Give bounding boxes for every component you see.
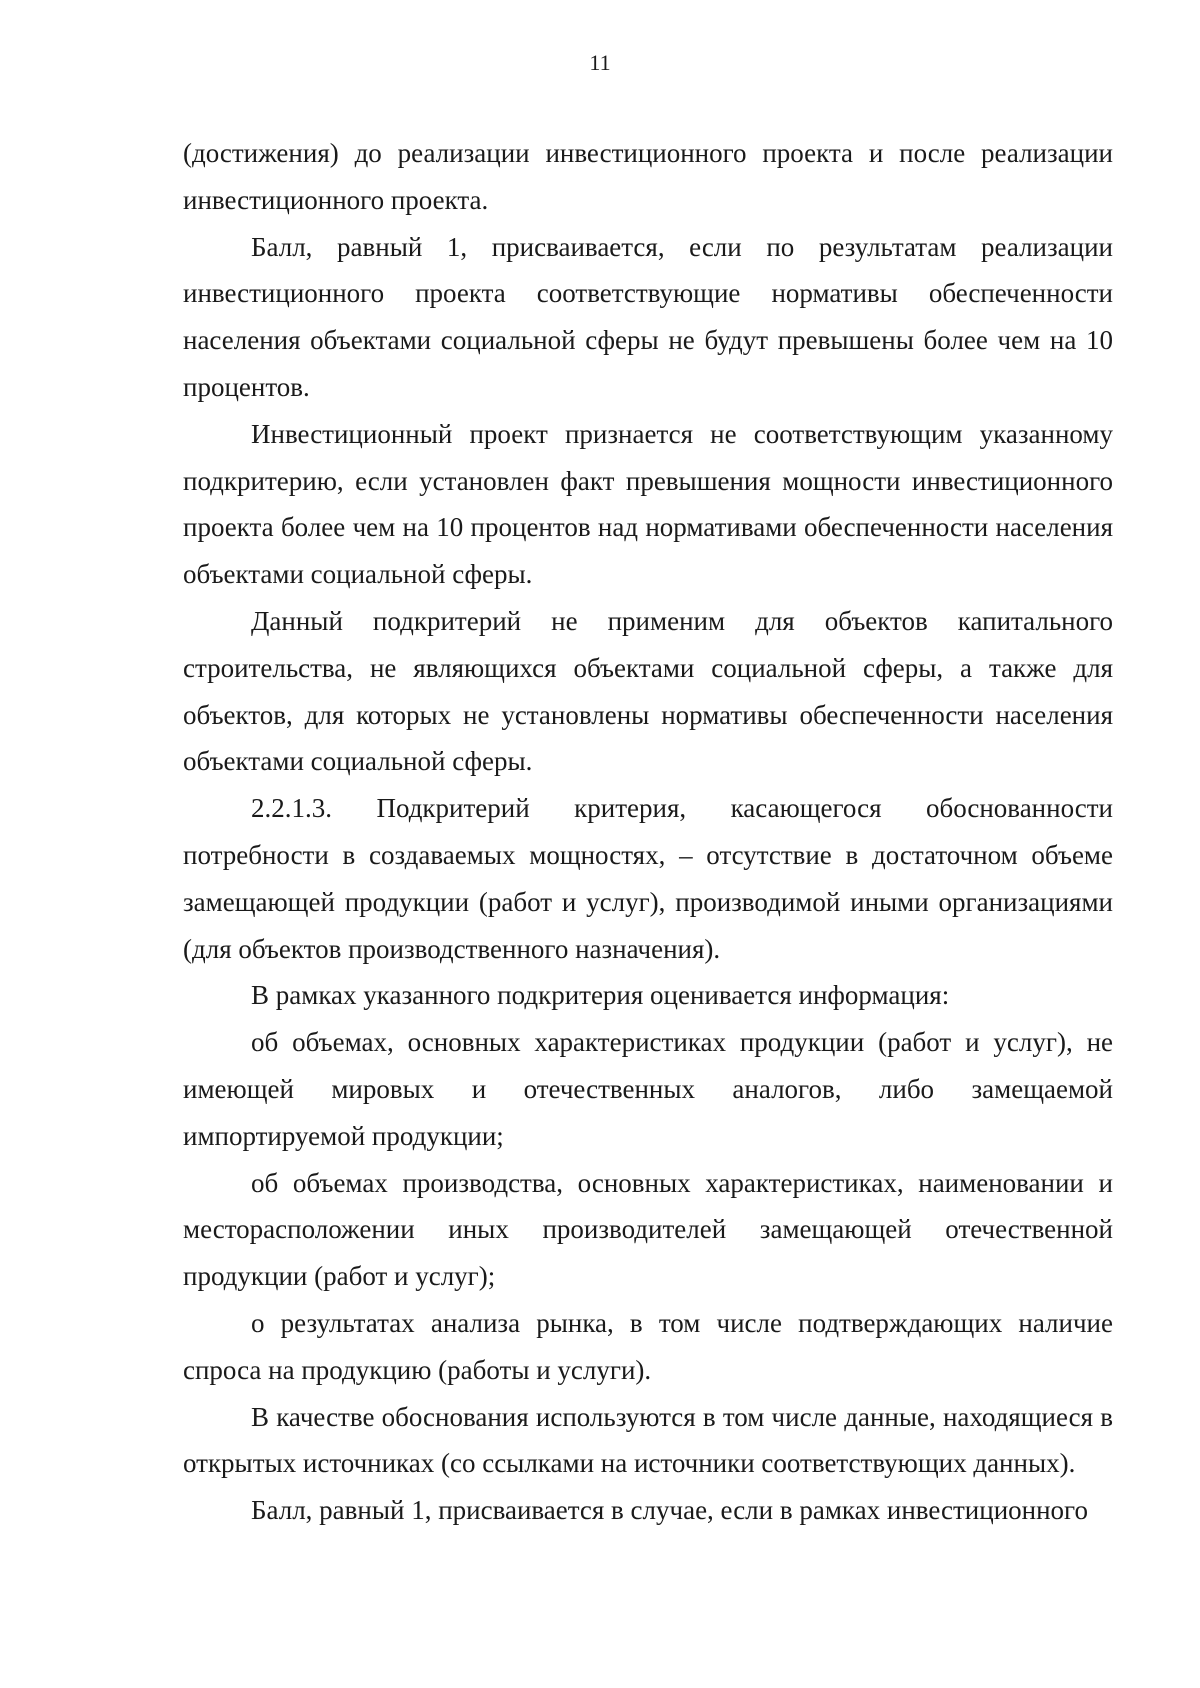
document-body xyxy=(183,130,1113,1534)
paragraph-list-item-producers: об объемах производства, основных характеристиках, наименовании и месторасположении иных производителей замещающей отечественной продукции (работ и услуг); xyxy=(183,1167,1113,1292)
paragraph-score-rule-continued: Балл, равный 1, присваивается в случае, если в рамках инвестиционного xyxy=(251,1495,1088,1526)
paragraph-justification-sources: В качестве обоснования используются в том числе данные, находящиеся в открытых источниках (со ссылками на источники соответствующих данных). xyxy=(183,1401,1113,1479)
page-number: 11 xyxy=(589,50,611,75)
paragraph-continuation: (достижения) до реализации инвестиционного проекта и после реализации инвестиционного проекта. xyxy=(183,138,1113,215)
paragraph-subcriterion-2-2-1-3: 2.2.1.3. Подкритерий критерия, касающегося обоснованности потребности в создаваемых мощностях, – отсутствие в достаточном объеме замещающей продукции (работ и услуг), производимой иными организациями (для объектов производственного назначения). xyxy=(183,793,1113,964)
paragraph-score-rule: Балл, равный 1, присваивается, если по результатам реализации инвестиционного проекта соответствующие нормативы обеспеченности населения объектами социальной сферы не будут превышены более чем на 10 процентов. xyxy=(183,231,1113,402)
paragraph-not-applicable: Данный подкритерий не применим для объектов капитального строительства, не являющихся объектами социальной сферы, а также для объектов, для которых не установлены нормативы обеспеченности населения объектами социальной сферы. xyxy=(183,605,1113,777)
paragraph-information-intro: В рамках указанного подкритерия оценивается информация: xyxy=(251,980,950,1011)
paragraph-noncompliance: Инвестиционный проект признается не соответствующим указанному подкритерию, если установлен факт превышения мощности инвестиционного проекта более чем на 10 процентов над нормативами обеспеченности населения объектами социальной сферы. xyxy=(183,418,1113,590)
paragraph-list-item-market: о результатах анализа рынка, в том числе подтверждающих наличие спроса на продукцию (работы и услуги). xyxy=(183,1307,1113,1385)
paragraph-list-item-volumes: об объемах, основных характеристиках продукции (работ и услуг), не имеющей мировых и отечественных аналогов, либо замещаемой импортируемой продукции; xyxy=(183,1027,1113,1151)
